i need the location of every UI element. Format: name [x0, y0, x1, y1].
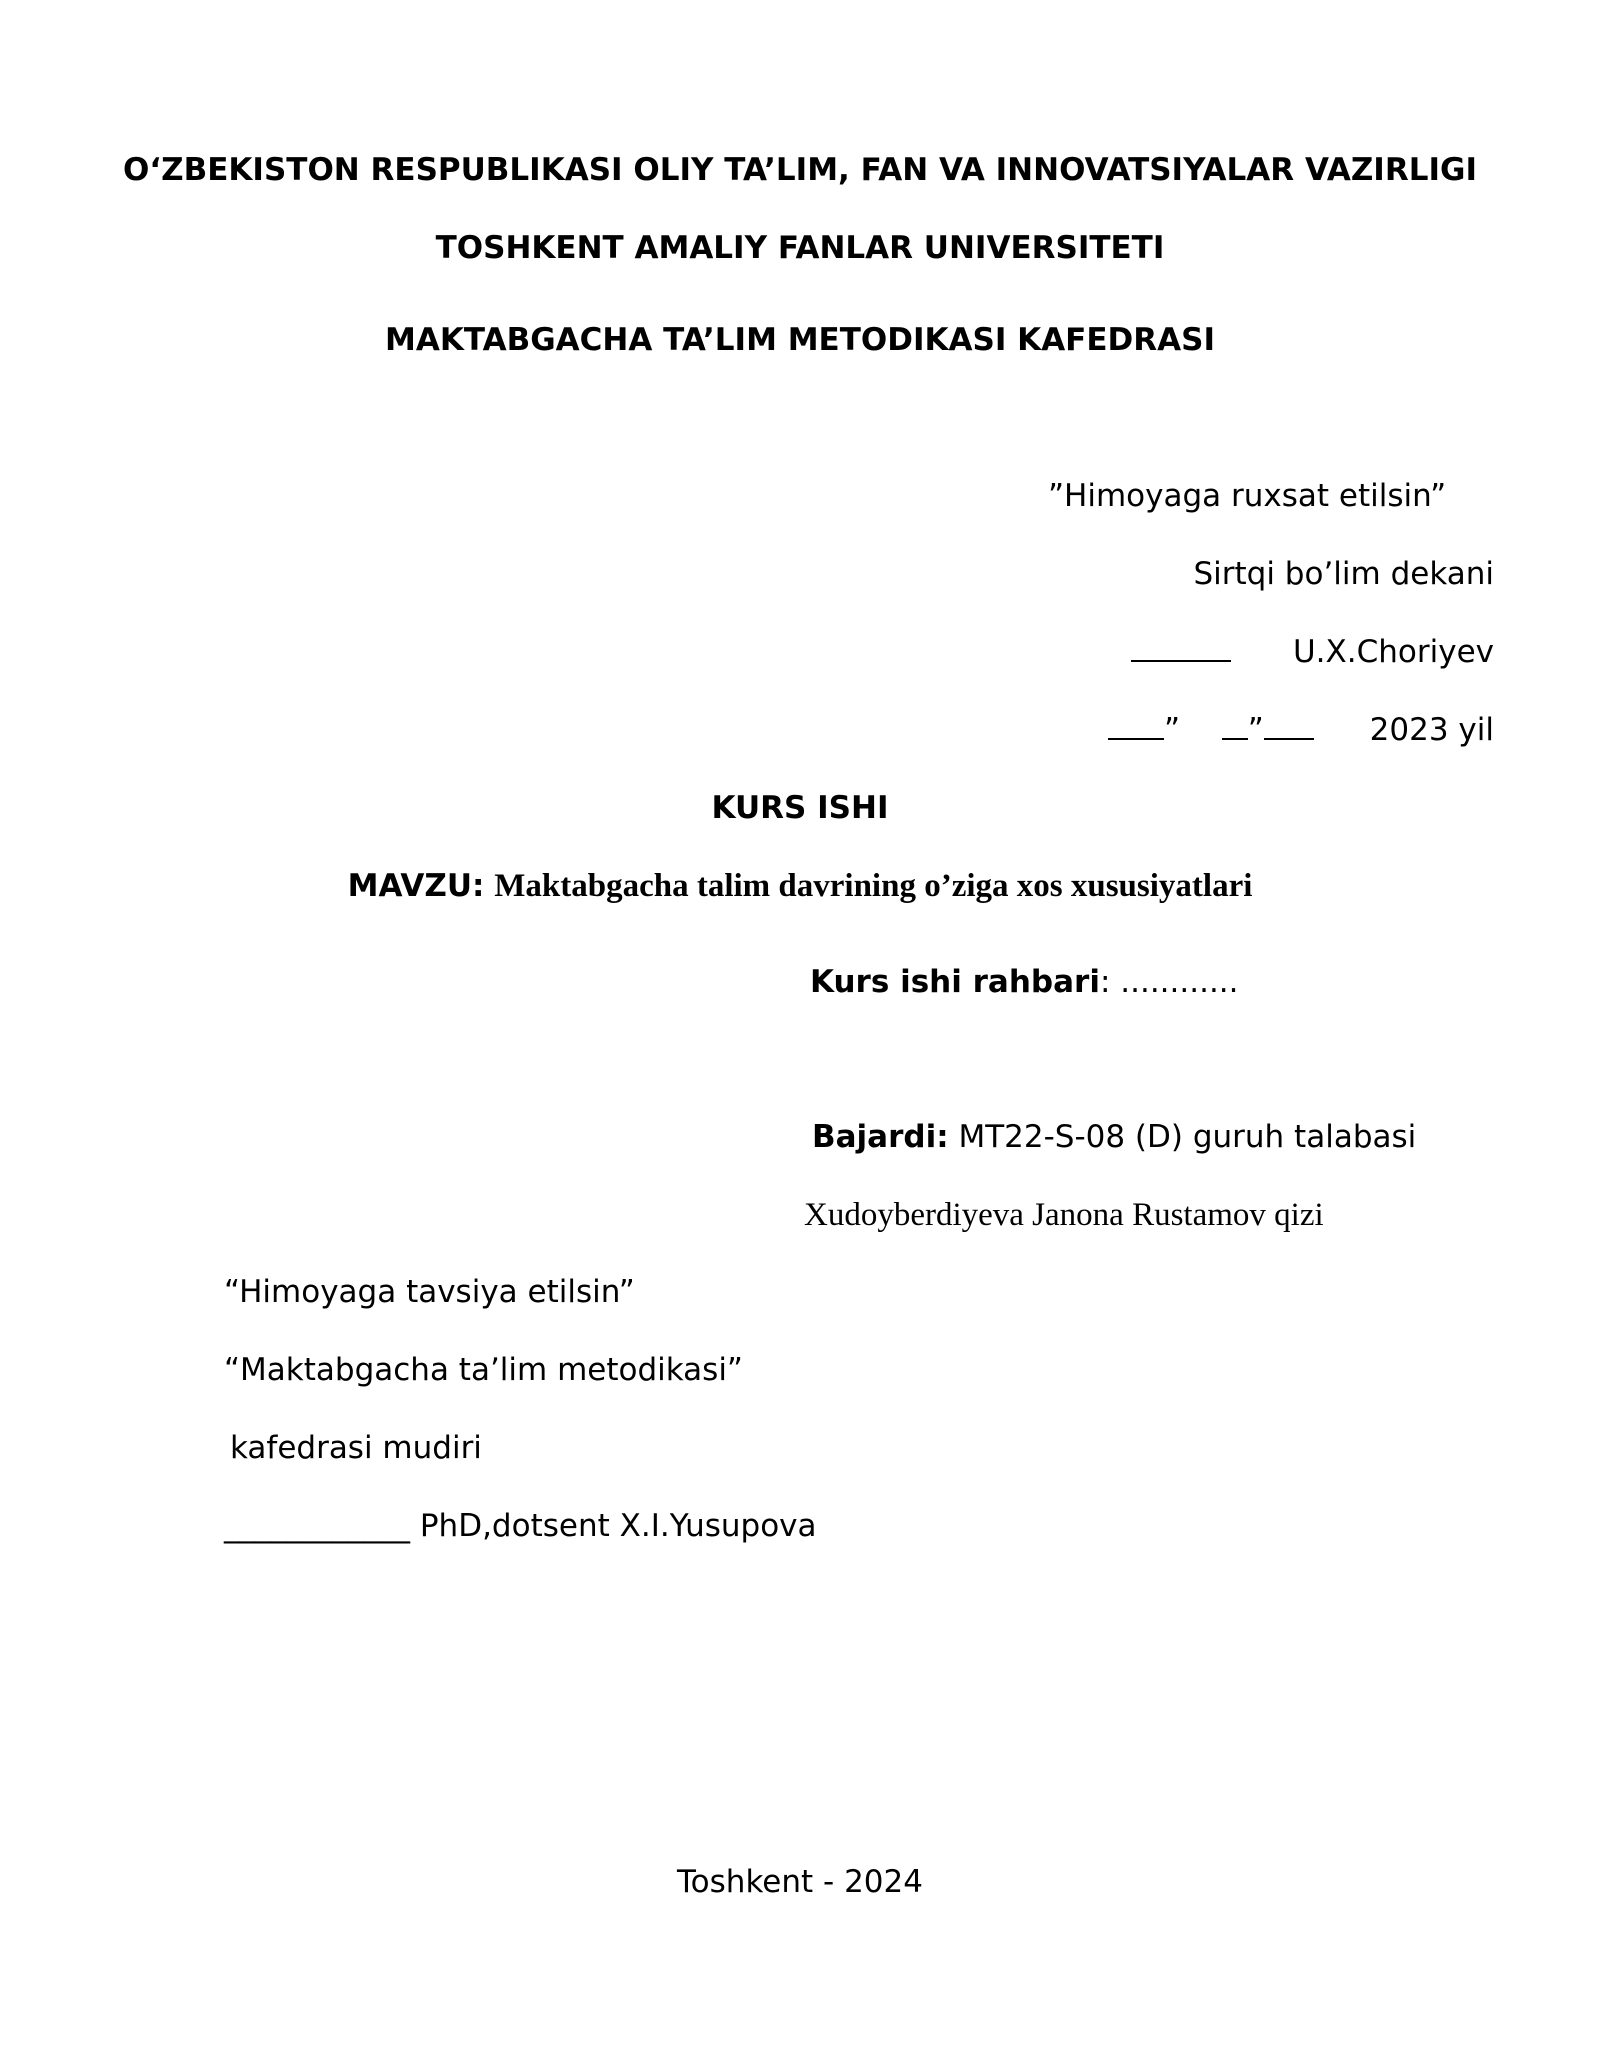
department-heading: MAKTABGACHA TA’LIM METODIKASI KAFEDRASI: [384, 322, 1215, 358]
student-name: Xudoyberdiyeva Janona Rustamov qizi: [804, 1197, 1324, 1233]
topic-label: MAVZU:: [347, 868, 485, 904]
recommendation-line-2: “Maktabgacha ta’lim metodikasi”: [224, 1352, 743, 1388]
date-month-blank-right: [1264, 712, 1314, 740]
student-label: Bajardi:: [812, 1119, 949, 1155]
signature-blank: [1131, 634, 1231, 662]
supervisor-line: [810, 962, 1239, 1002]
recommendation-line-1: “Himoyaga tavsiya etilsin”: [224, 1274, 635, 1310]
date-quote-open: ”: [1163, 712, 1181, 748]
university-heading: TOSHKENT AMALIY FANLAR UNIVERSITETI: [435, 230, 1165, 266]
approval-position: Sirtqi bo’lim dekani: [1193, 556, 1494, 592]
ministry-heading: O‘ZBEKISTON RESPUBLIKASI OLIY TA’LIM, FAN VA INNOVATSIYALAR VAZIRLIGI: [123, 152, 1477, 188]
recommendation-signature-line: [224, 1506, 817, 1546]
supervisor-label: Kurs ishi rahbari: [810, 964, 1100, 1000]
topic-text: Maktabgacha talim davrining o’ziga xos xususiyatlari: [494, 868, 1253, 904]
date-month-blank-left: [1222, 712, 1248, 740]
approval-signature-line: [1131, 632, 1494, 672]
date-day-blank: [1108, 712, 1164, 740]
approval-year: 2023 yil: [1369, 712, 1494, 748]
supervisor-value: : ............: [1099, 964, 1239, 1000]
document-type: KURS ISHI: [711, 790, 889, 826]
date-quote-close: ”: [1247, 712, 1264, 748]
department-head-name: PhD,dotsent X.I.Yusupova: [419, 1508, 817, 1544]
place-year: Toshkent - 2024: [677, 1864, 923, 1900]
head-signature-blank: ____________: [224, 1508, 410, 1544]
recommendation-line-3: kafedrasi mudiri: [230, 1430, 482, 1466]
approval-permission: ”Himoyaga ruxsat etilsin”: [1048, 478, 1447, 514]
student-group-line: [812, 1117, 1416, 1157]
approval-name: U.X.Choriyev: [1292, 634, 1494, 670]
approval-date-line: [1108, 710, 1494, 750]
topic-line: [0, 866, 1600, 906]
student-group: MT22-S-08 (D) guruh talabasi: [948, 1119, 1417, 1155]
